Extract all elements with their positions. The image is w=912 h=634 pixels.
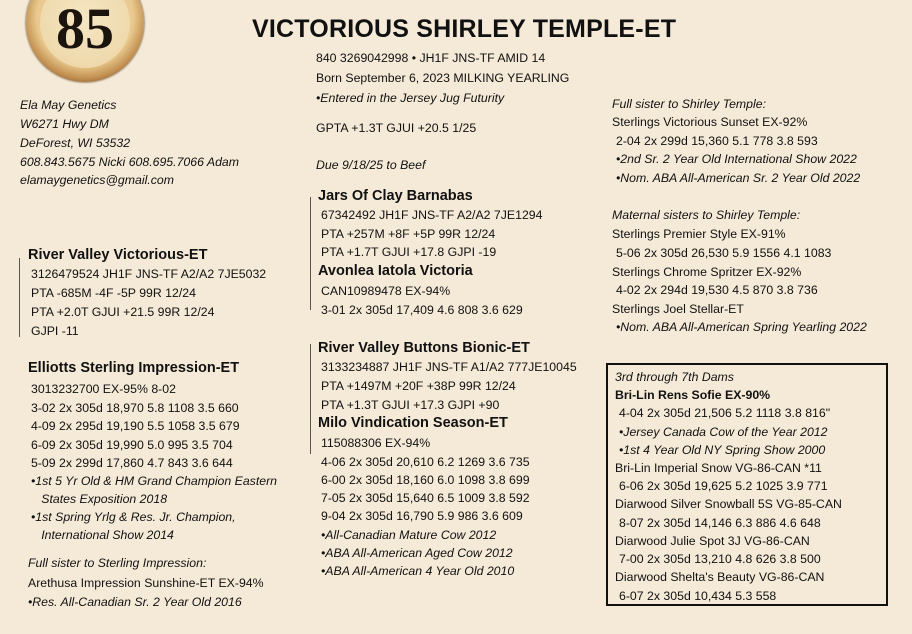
animal-id-line: 840 3269042998 • JH1F JNS-TF AMID 14 bbox=[316, 51, 546, 65]
sires-sire-line: PTA +257M +8F +5P 99R 12/24 bbox=[321, 227, 496, 241]
dams-dam-record: 7-05 2x 305d 15,640 6.5 1009 3.8 592 bbox=[321, 491, 530, 505]
sire-name: River Valley Victorious-ET bbox=[28, 247, 208, 263]
dams-dam-record: 6-00 2x 305d 18,160 6.0 1098 3.8 699 bbox=[321, 473, 530, 487]
full-sister-note: •Nom. ABA All-American Sr. 2 Year Old 2022 bbox=[616, 171, 861, 185]
dam-record: 5-09 2x 299d 17,860 4.7 843 3.6 644 bbox=[31, 456, 233, 470]
full-sister-note: •2nd Sr. 2 Year Old International Show 2022 bbox=[616, 152, 857, 166]
dams-box-name: Diarwood Shelta's Beauty VG-86-CAN bbox=[615, 570, 825, 584]
sires-dam-record: 3-01 2x 305d 17,409 4.6 808 3.6 629 bbox=[321, 303, 523, 317]
sires-dam-name: Avonlea Iatola Victoria bbox=[318, 263, 473, 279]
dams-box-record: 4-04 2x 305d 21,506 5.2 1118 3.8 816" bbox=[619, 406, 831, 420]
dam-sister-header: Full sister to Sterling Impression: bbox=[28, 556, 207, 570]
dams-dam-note: •All-Canadian Mature Cow 2012 bbox=[321, 528, 497, 542]
dams-sire-line: 3133234887 JH1F JNS-TF A1/A2 777JE10045 bbox=[321, 360, 577, 374]
sire-line: 3126479524 JH1F JNS-TF A2/A2 7JE5032 bbox=[31, 267, 267, 281]
pedigree-line bbox=[19, 258, 20, 337]
consignor-email: elamaygenetics@gmail.com bbox=[20, 173, 174, 187]
pedigree-line bbox=[310, 344, 311, 454]
lot-number-medal bbox=[26, 0, 144, 82]
dams-box-name: Bri-Lin Imperial Snow VG-86-CAN *11 bbox=[615, 461, 822, 475]
dams-box-header: 3rd through 7th Dams bbox=[615, 370, 734, 384]
dam-sister-note: •Res. All-Canadian Sr. 2 Year Old 2016 bbox=[28, 595, 242, 609]
full-sister-header: Full sister to Shirley Temple: bbox=[612, 97, 766, 111]
full-sister-record: 2-04 2x 299d 15,360 5.1 778 3.8 593 bbox=[616, 134, 818, 148]
lot-number: 85 bbox=[56, 0, 114, 61]
consignor-line: Ela May Genetics bbox=[20, 98, 117, 112]
sires-sire-line: PTA +1.7T GJUI +17.8 GJPI -19 bbox=[321, 245, 497, 259]
maternal-sister-name: Sterlings Joel Stellar-ET bbox=[612, 302, 744, 316]
dams-box-record: 6-06 2x 305d 19,625 5.2 1025 3.9 771 bbox=[619, 479, 828, 493]
dams-dam-record: 4-06 2x 305d 20,610 6.2 1269 3.6 735 bbox=[321, 455, 530, 469]
dams-dam-note: •ABA All-American 4 Year Old 2010 bbox=[321, 564, 515, 578]
sires-sire-name: Jars Of Clay Barnabas bbox=[318, 188, 473, 204]
consignor-line: 608.843.5675 Nicki 608.695.7066 Adam bbox=[20, 155, 240, 169]
page-title: VICTORIOUS SHIRLEY TEMPLE-ET bbox=[252, 15, 677, 43]
pedigree-line bbox=[310, 197, 311, 310]
sires-sire-line: 67342492 JH1F JNS-TF A2/A2 7JE1294 bbox=[321, 208, 543, 222]
dams-dam-note: •ABA All-American Aged Cow 2012 bbox=[321, 546, 513, 560]
sires-dam-line: CAN10989478 EX-94% bbox=[321, 284, 451, 298]
full-sister-name: Sterlings Victorious Sunset EX-92% bbox=[612, 115, 808, 129]
dam-name: Elliotts Sterling Impression-ET bbox=[28, 360, 240, 376]
dams-dam-name: Milo Vindication Season-ET bbox=[318, 415, 508, 431]
dams-box-record: 6-07 2x 305d 10,434 5.3 558 bbox=[619, 589, 777, 603]
dam-record: 6-09 2x 305d 19,990 5.0 995 3.5 704 bbox=[31, 438, 233, 452]
consignor-line: DeForest, WI 53532 bbox=[20, 136, 131, 150]
animal-genomics: GPTA +1.3T GJUI +20.5 1/25 bbox=[316, 121, 477, 135]
dam-note: International Show 2014 bbox=[31, 528, 174, 542]
dam-note: States Exposition 2018 bbox=[31, 492, 168, 506]
dam-record: 4-09 2x 295d 19,190 5.5 1058 3.5 679 bbox=[31, 419, 240, 433]
maternal-sister-record: 5-06 2x 305d 26,530 5.9 1556 4.1 1083 bbox=[616, 246, 832, 260]
dam-line: 3013232700 EX-95% 8-02 bbox=[31, 382, 176, 396]
maternal-sister-name: Sterlings Premier Style EX-91% bbox=[612, 227, 786, 241]
dams-box-name: Diarwood Julie Spot 3J VG-86-CAN bbox=[615, 534, 810, 548]
animal-note: •Entered in the Jersey Jug Futurity bbox=[316, 91, 505, 105]
dams-box-name: Diarwood Silver Snowball 5S VG-85-CAN bbox=[615, 497, 842, 511]
consignor-line: W6271 Hwy DM bbox=[20, 117, 109, 131]
dams-dam-record: 9-04 2x 305d 16,790 5.9 986 3.6 609 bbox=[321, 509, 523, 523]
dams-sire-name: River Valley Buttons Bionic-ET bbox=[318, 340, 530, 356]
dams-box-record: 7-00 2x 305d 13,210 4.8 626 3.8 500 bbox=[619, 552, 821, 566]
animal-born: Born September 6, 2023 MILKING YEARLING bbox=[316, 71, 570, 85]
dams-sire-line: PTA +1497M +20F +38P 99R 12/24 bbox=[321, 379, 516, 393]
sire-line: PTA +2.0T GJUI +21.5 99R 12/24 bbox=[31, 305, 215, 319]
dams-sire-line: PTA +1.3T GJUI +17.3 GJPI +90 bbox=[321, 398, 500, 412]
dams-box-note: •1st 4 Year Old NY Spring Show 2000 bbox=[619, 443, 826, 457]
dam-sister-name: Arethusa Impression Sunshine-ET EX-94% bbox=[28, 576, 264, 590]
maternal-sisters-header: Maternal sisters to Shirley Temple: bbox=[612, 208, 801, 222]
dams-dam-line: 115088306 EX-94% bbox=[321, 436, 431, 450]
dam-note: •1st 5 Yr Old & HM Grand Champion Eastern bbox=[31, 474, 278, 488]
dams-box-record: 8-07 2x 305d 14,146 6.3 886 4.6 648 bbox=[619, 516, 821, 530]
dam-record: 3-02 2x 305d 18,970 5.8 1108 3.5 660 bbox=[31, 401, 239, 415]
sire-line: GJPI -11 bbox=[31, 324, 79, 338]
animal-due: Due 9/18/25 to Beef bbox=[316, 158, 426, 172]
maternal-sister-name: Sterlings Chrome Spritzer EX-92% bbox=[612, 265, 802, 279]
dams-box-note: •Jersey Canada Cow of the Year 2012 bbox=[619, 425, 828, 439]
sire-line: PTA -685M -4F -5P 99R 12/24 bbox=[31, 286, 196, 300]
maternal-sister-record: 4-02 2x 294d 19,530 4.5 870 3.8 736 bbox=[616, 283, 818, 297]
maternal-sister-note: •Nom. ABA All-American Spring Yearling 2022 bbox=[616, 320, 867, 334]
dams-box-name: Bri-Lin Rens Sofie EX-90% bbox=[615, 388, 771, 402]
dam-note: •1st Spring Yrlg & Res. Jr. Champion, bbox=[31, 510, 236, 524]
